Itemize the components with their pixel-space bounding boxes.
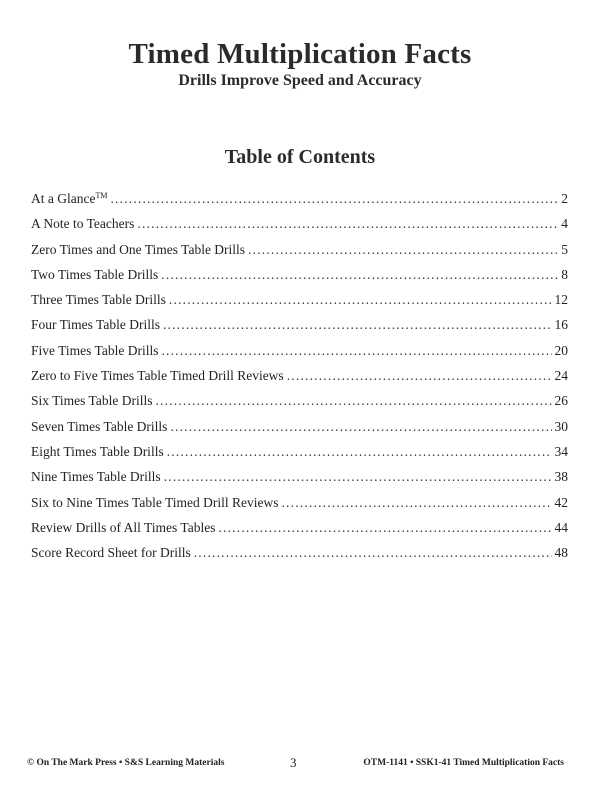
toc-entry-page: 20	[554, 342, 568, 358]
toc-entry-page: 12	[554, 292, 568, 308]
toc-entry[interactable]	[31, 444, 568, 469]
page-title: Timed Multiplication Facts	[128, 38, 472, 70]
dot-leader	[248, 242, 558, 258]
dot-leader	[155, 393, 551, 409]
toc-entry[interactable]	[31, 393, 568, 418]
toc-entry-page: 5	[561, 241, 568, 257]
toc-entry-page: 42	[554, 494, 568, 510]
page-subtitle: Drills Improve Speed and Accuracy	[178, 72, 422, 89]
toc-entry-label: Zero Times and One Times Table Drills	[31, 241, 246, 257]
toc-entry[interactable]	[31, 242, 568, 267]
toc-entry-page: 4	[561, 216, 568, 232]
footer-book-id: OTM-1141 • SSK1-41 Timed Multiplication Facts	[363, 758, 564, 768]
dot-leader	[194, 545, 552, 561]
toc-entry-label: Five Times Table Drills	[31, 342, 159, 358]
toc-entry-label: Three Times Table Drills	[31, 292, 166, 308]
toc-entry[interactable]	[31, 495, 568, 520]
toc-entry-page: 48	[554, 545, 568, 561]
toc-entry[interactable]	[31, 520, 568, 545]
dot-leader	[161, 267, 558, 283]
toc-entry-label: Six Times Table Drills	[31, 393, 153, 409]
toc-entry-page: 16	[554, 317, 568, 333]
toc-entry-label: Score Record Sheet for Drills	[31, 545, 191, 561]
toc-entry-label: Eight Times Table Drills	[31, 443, 164, 459]
toc-entry[interactable]	[31, 191, 568, 216]
toc-entry-label: Two Times Table Drills	[31, 266, 159, 282]
toc-entry[interactable]	[31, 292, 568, 317]
toc-entry[interactable]	[31, 343, 568, 368]
toc-entry[interactable]	[31, 469, 568, 494]
dot-leader	[218, 520, 551, 536]
dot-leader	[163, 317, 552, 333]
dot-leader	[281, 495, 551, 511]
toc-entry-label: Nine Times Table Drills	[31, 469, 161, 485]
dot-leader	[161, 343, 551, 359]
dot-leader	[164, 469, 552, 485]
toc-entry[interactable]	[31, 216, 568, 241]
trademark-mark: TM	[95, 191, 108, 200]
toc-entry-label: Four Times Table Drills	[31, 317, 160, 333]
toc-entry-page: 44	[554, 519, 568, 535]
toc-entry-label: Six to Nine Times Table Timed Drill Reviews	[31, 494, 279, 510]
toc-entry-label: Seven Times Table Drills	[31, 418, 168, 434]
dot-leader	[110, 191, 558, 207]
table-of-contents	[31, 191, 568, 570]
dot-leader	[137, 216, 558, 232]
toc-entry-label: Zero to Five Times Table Timed Drill Reviews	[31, 368, 284, 384]
dot-leader	[287, 368, 552, 384]
toc-entry-label: At a Glance™	[31, 191, 108, 206]
toc-entry[interactable]	[31, 317, 568, 342]
toc-entry-label: Review Drills of All Times Tables	[31, 519, 216, 535]
footer-publisher: © On The Mark Press • S&S Learning Materials	[27, 758, 225, 768]
toc-entry-page: 38	[554, 469, 568, 485]
toc-entry[interactable]	[31, 267, 568, 292]
toc-entry-page: 8	[561, 266, 568, 282]
footer-page-number: 3	[290, 755, 297, 770]
dot-leader	[167, 444, 552, 460]
toc-entry[interactable]	[31, 545, 568, 570]
toc-entry-page: 30	[554, 418, 568, 434]
toc-entry-label: A Note to Teachers	[31, 216, 135, 232]
toc-entry[interactable]	[31, 368, 568, 393]
toc-entry-page: 24	[554, 368, 568, 384]
toc-heading: Table of Contents	[224, 146, 376, 168]
toc-entry[interactable]	[31, 419, 568, 444]
dot-leader	[169, 292, 552, 308]
toc-entry-page: 34	[554, 443, 568, 459]
toc-entry-page: 26	[554, 393, 568, 409]
dot-leader	[170, 419, 551, 435]
toc-entry-page: 2	[561, 191, 568, 206]
